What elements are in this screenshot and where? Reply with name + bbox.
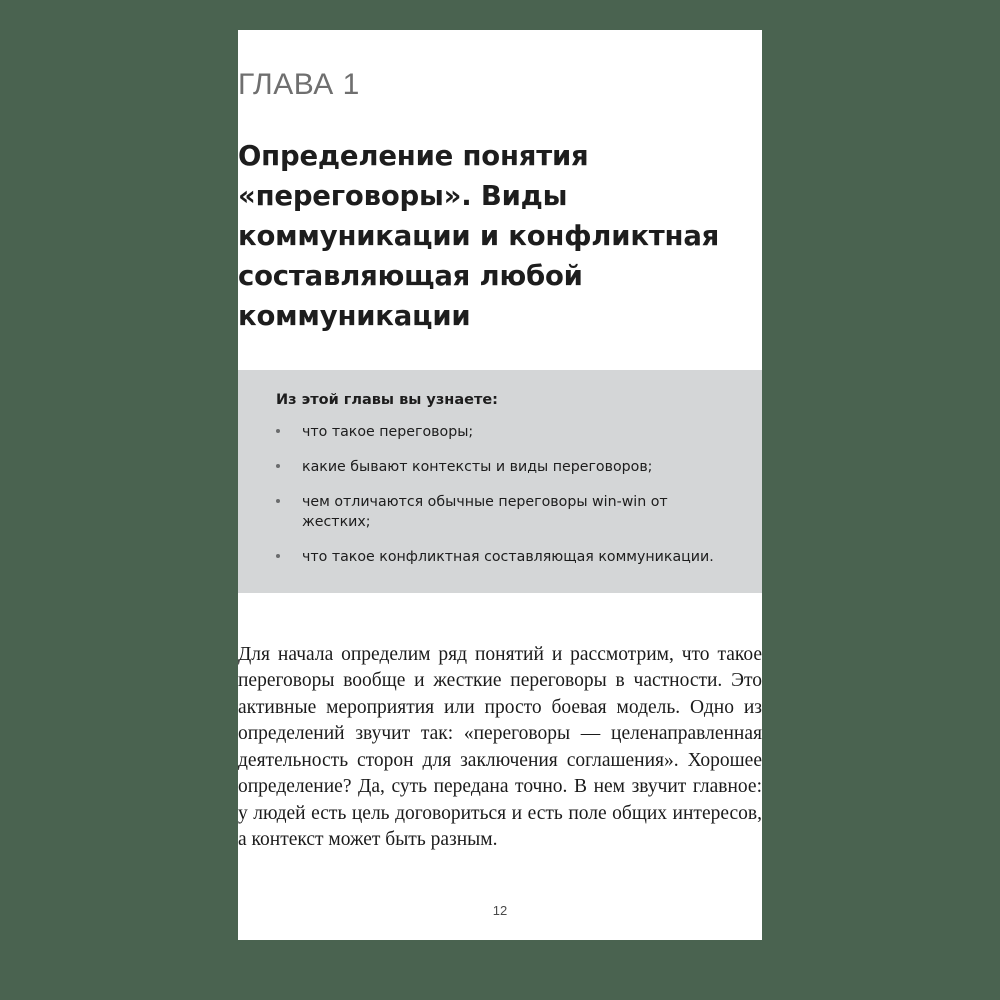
- bullet-icon: [276, 554, 280, 558]
- list-item: [268, 422, 732, 442]
- bullet-icon: [276, 464, 280, 468]
- list-item: [268, 457, 732, 477]
- list-item: [268, 547, 732, 567]
- callout-heading: Из этой главы вы узнаете:: [276, 392, 498, 408]
- list-item-label: чем отличаются обычные переговоры win-win от жестких;: [302, 494, 668, 530]
- chapter-label: ГЛАВА 1: [238, 68, 360, 101]
- list-item-label: что такое конфликтная составляющая коммуникации.: [302, 549, 714, 565]
- callout-list: [268, 422, 732, 567]
- bullet-icon: [276, 429, 280, 433]
- list-item-label: что такое переговоры;: [302, 424, 474, 440]
- page-title: Определение понятия «переговоры». Виды коммуникации и конфликтная составляющая любой коммуникации: [238, 140, 720, 333]
- body-paragraph: Для начала определим ряд понятий и рассмотрим, что такое переговоры вообще и жесткие переговоры в частности. Это активные мероприятия или просто боевая модель. Одно из определений звучит так: «переговоры — целенаправленная деятельность сторон для заключения соглашения». Хорошее определение? Да, суть передана точно. В нем звучит главное: у людей есть цель договориться и есть поле общих интересов, а контекст может быть разным.: [238, 643, 762, 850]
- list-item-label: какие бывают контексты и виды переговоров;: [302, 459, 653, 475]
- book-page: [238, 30, 762, 940]
- callout-box: [238, 370, 762, 593]
- page-number: 12: [492, 903, 508, 918]
- bullet-icon: [276, 499, 280, 503]
- list-item: [268, 492, 732, 532]
